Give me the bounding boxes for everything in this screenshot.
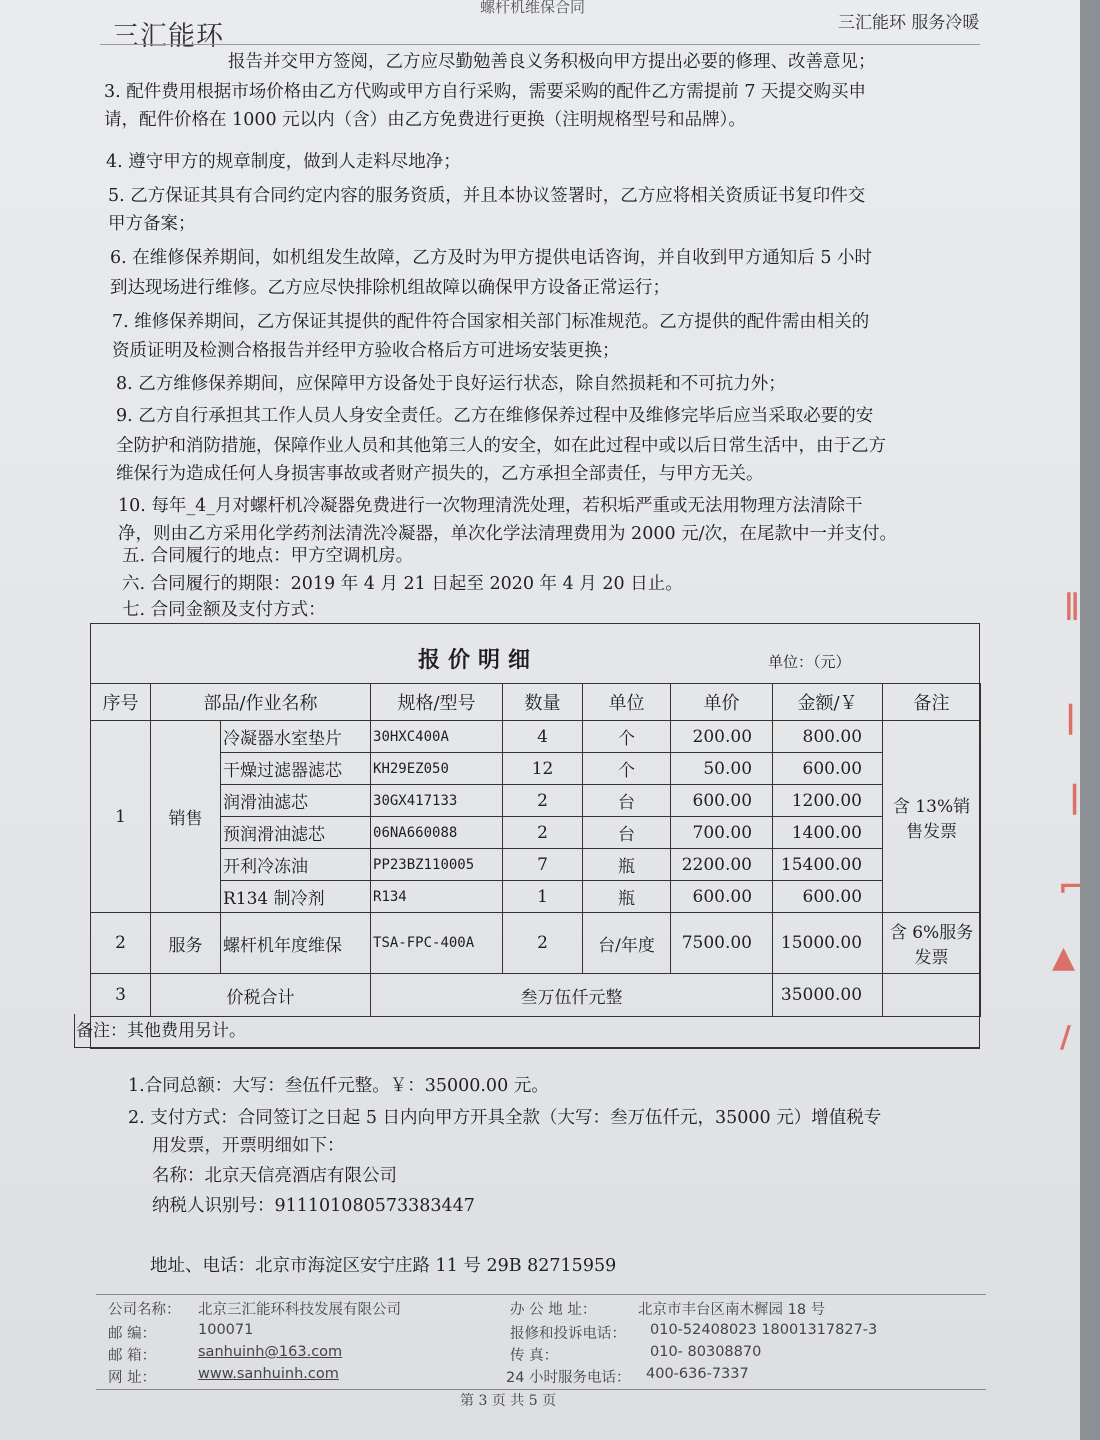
footer-fax: 010- 80308870 xyxy=(650,1344,762,1360)
item-qty: 2 xyxy=(503,817,583,849)
email-link[interactable]: sanhuinh@163.com xyxy=(198,1344,343,1360)
clause-line: 六. 合同履行的期限：2019 年 4 月 21 日起至 2020 年 4 月 20 日止。 xyxy=(122,574,683,594)
quote-unit: 单位：（元） xyxy=(768,653,851,671)
footer-hotline: 400-636-7337 xyxy=(646,1366,749,1382)
footer-postcode: 100071 xyxy=(198,1322,254,1338)
header-cell: 备注 xyxy=(883,684,981,721)
stamp-mark: ∕ xyxy=(1060,1020,1071,1055)
footer-email xyxy=(198,1344,342,1360)
table-row xyxy=(91,721,981,753)
item-name: 润滑油滤芯 xyxy=(221,785,371,817)
page-number: 第 3 页 共 5 页 xyxy=(460,1393,557,1409)
header-title: 螺杆机维保合同 xyxy=(480,0,586,16)
item-unit: 个 xyxy=(583,721,671,753)
header-cell: 序号 xyxy=(91,684,151,721)
row-number: 3 xyxy=(91,974,151,1017)
item-spec: TSA-FPC-400A xyxy=(371,913,503,974)
footer-web-label: 网 址： xyxy=(108,1370,157,1386)
footer-postcode-label: 邮 编： xyxy=(108,1326,157,1342)
footer-company: 北京三汇能环科技发展有限公司 xyxy=(198,1302,401,1318)
row-number: 2 xyxy=(91,913,151,974)
payment-line: 地址、电话：北京市海淀区安宁庄路 11 号 29B 82715959 xyxy=(150,1256,617,1276)
item-unit: 台/年度 xyxy=(583,913,671,974)
total-label: 价税合计 xyxy=(151,974,371,1017)
item-spec: 30GX417133 xyxy=(371,785,503,817)
footer-company-label: 公司名称： xyxy=(108,1302,181,1318)
item-name: 冷凝器水室垫片 xyxy=(221,721,371,753)
clause-line: 五. 合同履行的地点：甲方空调机房。 xyxy=(122,546,414,566)
item-unit: 个 xyxy=(583,753,671,785)
total-amount: 35000.00 xyxy=(773,974,883,1017)
clause-line: 10. 每年_4_月对螺杆机冷凝器免费进行一次物理清洗处理，若积垢严重或无法用物理方法清除干 xyxy=(118,496,863,516)
payment-line: 纳税人识别号：911101080573383447 xyxy=(152,1196,475,1216)
row-remark: 含 6%服务发票 xyxy=(883,913,981,974)
item-name: 螺杆机年度维保 xyxy=(221,913,371,974)
item-qty: 4 xyxy=(503,721,583,753)
item-qty: 12 xyxy=(503,753,583,785)
item-price: 50.00 xyxy=(671,753,773,785)
item-amount: 1400.00 xyxy=(773,817,883,849)
stamp-mark: ▲ xyxy=(1052,940,1076,975)
clause-line: 全防护和消防措施，保障作业人员和其他第三人的安全，如在此过程中或以后日常生活中，由于乙方 xyxy=(116,436,886,456)
item-spec: 06NA660088 xyxy=(371,817,503,849)
footer-address-label: 办 公 地 址： xyxy=(510,1302,597,1318)
item-amount: 15000.00 xyxy=(773,913,883,974)
item-qty: 2 xyxy=(503,785,583,817)
stamp-mark: ∥ xyxy=(1064,590,1080,625)
clause-line: 甲方备案； xyxy=(108,214,196,234)
item-name: 开利冷冻油 xyxy=(221,849,371,881)
footer-hotline-label: 24 小时服务电话： xyxy=(506,1370,631,1386)
item-unit: 瓶 xyxy=(583,849,671,881)
table-row xyxy=(91,913,981,974)
item-spec: KH29EZ050 xyxy=(371,753,503,785)
item-price: 600.00 xyxy=(671,785,773,817)
quote-title: 报价明细 xyxy=(418,648,539,673)
header-cell: 单位 xyxy=(583,684,671,721)
header-cell: 规格/型号 xyxy=(371,684,503,721)
footer-phone: 010-52408023 18001317827-3 xyxy=(650,1322,878,1338)
item-price: 7500.00 xyxy=(671,913,773,974)
item-amount: 600.00 xyxy=(773,753,883,785)
header-cell: 部品/作业名称 xyxy=(151,684,371,721)
header-cell: 金额/￥ xyxy=(773,684,883,721)
item-amount: 1200.00 xyxy=(773,785,883,817)
clause-line: 4. 遵守甲方的规章制度，做到人走料尽地净； xyxy=(106,152,461,172)
payment-line: 用发票，开票明细如下： xyxy=(152,1136,345,1156)
footer-address: 北京市丰台区南木樨园 18 号 xyxy=(638,1302,826,1318)
stamp-mark: ❘ xyxy=(1058,700,1084,735)
item-qty: 2 xyxy=(503,913,583,974)
item-spec: PP23BZ110005 xyxy=(371,849,503,881)
header-cell: 单价 xyxy=(671,684,773,721)
item-amount: 600.00 xyxy=(773,881,883,913)
footer-email-label: 邮 箱： xyxy=(108,1348,157,1364)
website-link[interactable]: www.sanhuinh.com xyxy=(198,1366,339,1382)
clause-line: 请，配件价格在 1000 元以内（含）由乙方免费进行更换（注明规格型号和品牌）。 xyxy=(104,110,746,130)
page-header xyxy=(0,0,1080,50)
clause-line: 9. 乙方自行承担其工作人员人身安全责任。乙方在维修保养过程中及维修完毕后应当采取必要的安 xyxy=(116,406,874,426)
table-row xyxy=(91,785,981,817)
total-words: 叁万伍仟元整 xyxy=(371,974,773,1017)
clause-line: 7. 维修保养期间，乙方保证其提供的配件符合国家相关部门标准规范。乙方提供的配件需由相关的 xyxy=(112,312,870,332)
clause-line: 资质证明及检测合格报告并经甲方验收合格后方可进场安装更换； xyxy=(112,341,620,361)
quote-note: 备注：其他费用另计。 xyxy=(76,1021,246,1041)
table-header-row xyxy=(91,684,981,721)
row-category: 服务 xyxy=(151,913,221,974)
red-seal-stamp xyxy=(1040,570,1100,1100)
footer-phone-label: 报修和投诉电话： xyxy=(510,1326,626,1342)
item-qty: 7 xyxy=(503,849,583,881)
row-remark: 含 13%销售发票 xyxy=(883,721,981,913)
item-price: 200.00 xyxy=(671,721,773,753)
payment-line: 名称：北京天信亮酒店有限公司 xyxy=(152,1166,397,1186)
item-unit: 瓶 xyxy=(583,881,671,913)
row-number: 1 xyxy=(91,721,151,913)
header-divider xyxy=(100,44,980,45)
item-amount: 15400.00 xyxy=(773,849,883,881)
clause-line: 七. 合同金额及支付方式： xyxy=(122,600,326,620)
payment-line: 2. 支付方式：合同签订之日起 5 日内向甲方开具全款（大写：叁万伍仟元，35000 元）增值税专 xyxy=(128,1108,882,1128)
stamp-mark: ⌐ xyxy=(1058,870,1084,905)
quote-table xyxy=(90,683,981,1017)
table-row xyxy=(91,753,981,785)
item-unit: 台 xyxy=(583,817,671,849)
total-row xyxy=(91,974,981,1017)
row-category: 销售 xyxy=(151,721,221,913)
item-spec: R134 xyxy=(371,881,503,913)
clause-line: 报告并交甲方签阅，乙方应尽勤勉善良义务积极向甲方提出必要的修理、改善意见； xyxy=(228,52,876,72)
clause-line: 到达现场进行维修。乙方应尽快排除机组故障以确保甲方设备正常运行； xyxy=(110,278,670,298)
table-row xyxy=(91,881,981,913)
item-unit: 台 xyxy=(583,785,671,817)
item-spec: 30HXC400A xyxy=(371,721,503,753)
total-remark xyxy=(883,974,981,1017)
clause-line: 3. 配件费用根据市场价格由乙方代购或甲方自行采购，需要采购的配件乙方需提前 7 天提交购买申 xyxy=(104,82,867,102)
item-qty: 1 xyxy=(503,881,583,913)
item-price: 600.00 xyxy=(671,881,773,913)
footer-fax-label: 传 真： xyxy=(510,1348,559,1364)
clause-line: 5. 乙方保证其具有合同约定内容的服务资质，并且本协议签署时，乙方应将相关资质证书复印件交 xyxy=(108,186,866,206)
item-price: 700.00 xyxy=(671,817,773,849)
clause-line: 净，则由乙方采用化学药剂法清洗冷凝器，单次化学法清理费用为 2000 元/次，在尾款中一并支付。 xyxy=(118,524,898,544)
stamp-mark: ❘ xyxy=(1062,780,1088,815)
header-slogan: 三汇能环 服务冷暖 xyxy=(838,13,980,33)
table-row xyxy=(91,817,981,849)
table-row xyxy=(91,849,981,881)
item-amount: 800.00 xyxy=(773,721,883,753)
header-cell: 数量 xyxy=(503,684,583,721)
clause-line: 维保行为造成任何人身损害事故或者财产损失的，乙方承担全部责任，与甲方无关。 xyxy=(116,464,764,484)
item-price: 2200.00 xyxy=(671,849,773,881)
payment-line: 1.合同总额：大写：叁伍仟元整。￥：35000.00 元。 xyxy=(128,1076,549,1096)
company-logo: 三汇能环 xyxy=(112,21,224,52)
item-name: 预润滑油滤芯 xyxy=(221,817,371,849)
clause-line: 6. 在维修保养期间，如机组发生故障，乙方及时为甲方提供电话咨询，并自收到甲方通知后 5 小时 xyxy=(110,248,873,268)
item-name: R134 制冷剂 xyxy=(221,881,371,913)
footer-web xyxy=(198,1366,339,1382)
item-name: 干燥过滤器滤芯 xyxy=(221,753,371,785)
clause-line: 8. 乙方维修保养期间，应保障甲方设备处于良好运行状态，除自然损耗和不可抗力外； xyxy=(116,374,786,394)
